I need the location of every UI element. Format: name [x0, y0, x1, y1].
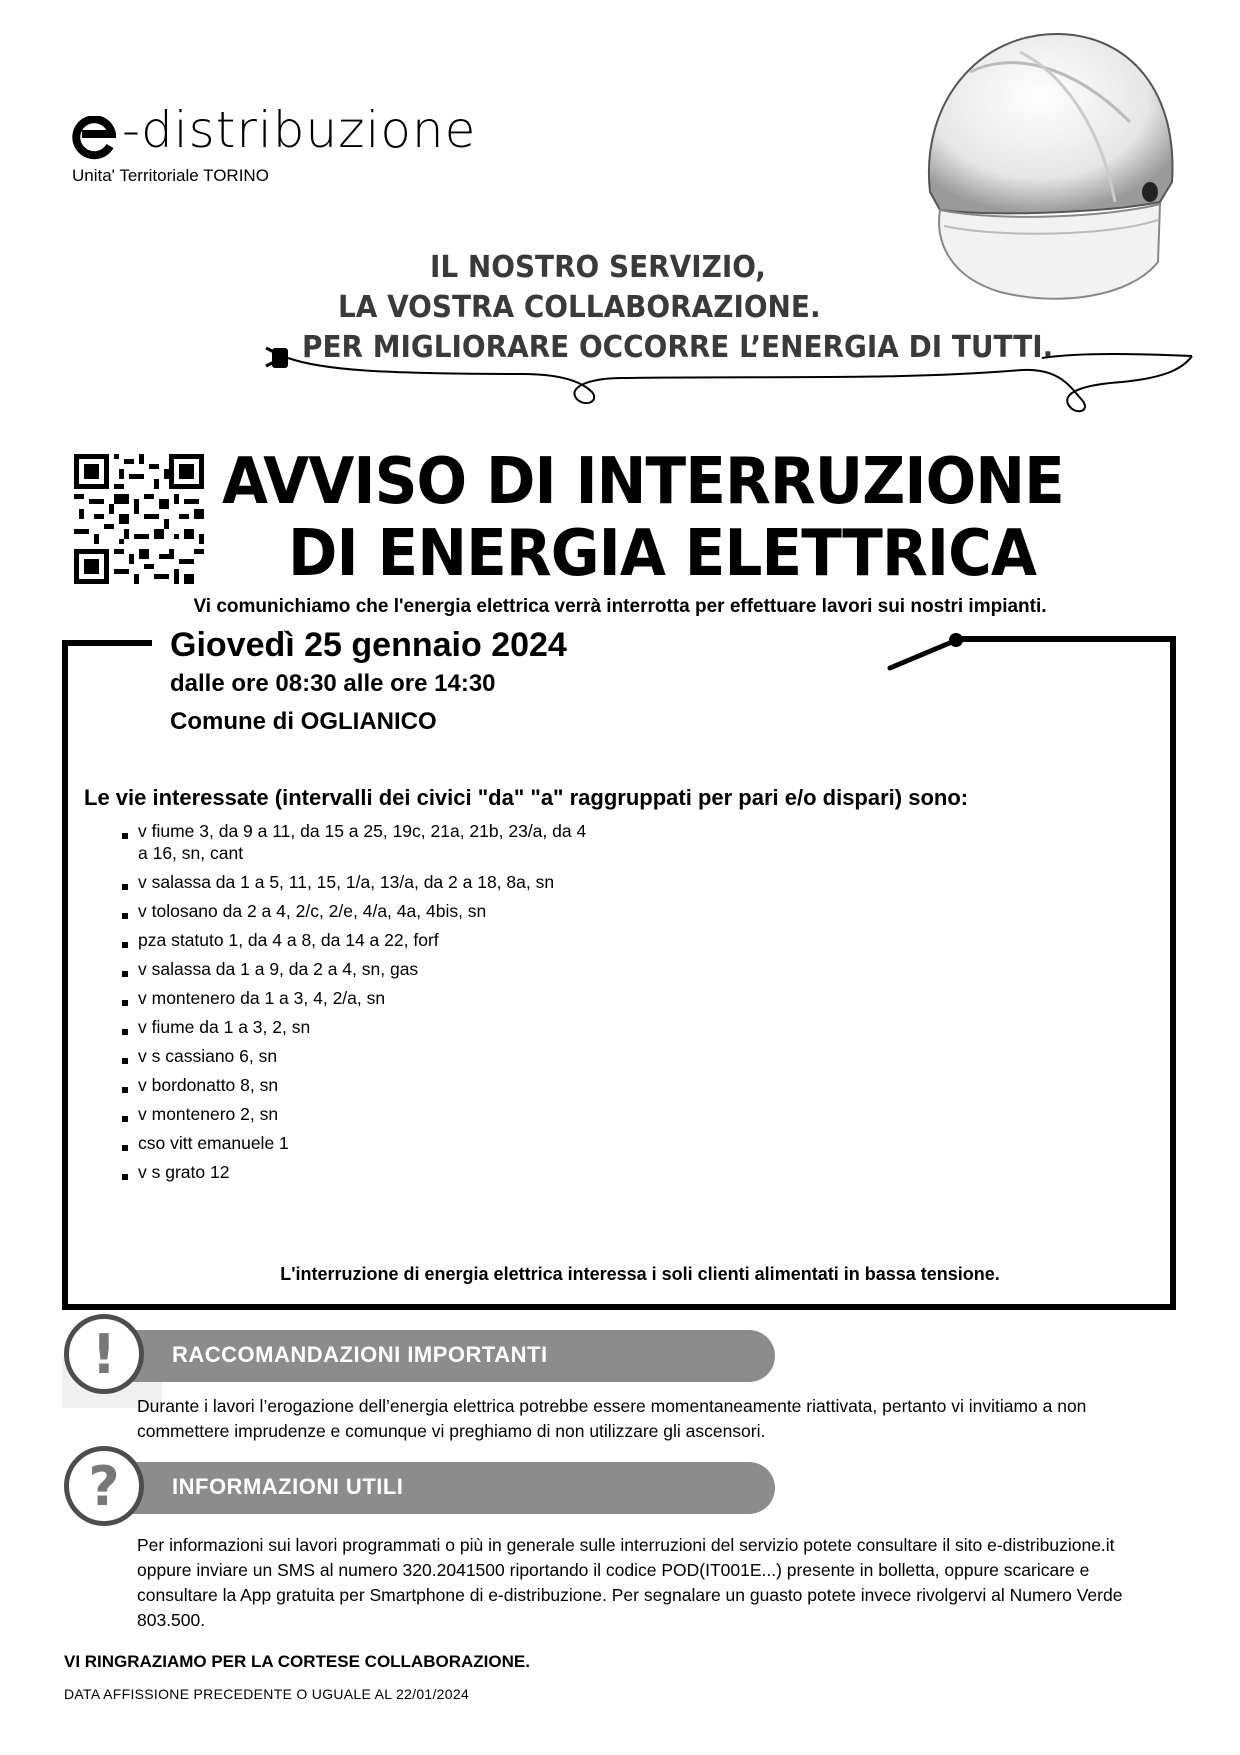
- municipality: Comune di OGLIANICO: [170, 708, 437, 735]
- list-item: cso vitt emanuele 1: [120, 1132, 600, 1154]
- logo-text: -distribuzione: [122, 101, 477, 159]
- list-item: v tolosano da 2 a 4, 2/c, 2/e, 4/a, 4a, 4bis, sn: [120, 900, 600, 922]
- info-text: Per informazioni sui lavori programmati o più in generale sulle interruzioni del servizio potete consultare il sito e-distribuzione.it oppure inviare un SMS al numero 320.2041500 riportando il codice POD(IT001E...) presente in bolletta, oppure scaricare e consultare la App gratuita per Smartphone di e-distribuzione. Per segnalare un guasto potete invece rivolgervi al Numero Verde 803.500.: [137, 1535, 1123, 1630]
- list-item: v s grato 12: [120, 1161, 600, 1183]
- street-list: [120, 820, 600, 1190]
- slogan-line-2: LA VOSTRA COLLABORAZIONE.: [338, 290, 821, 325]
- list-item: v s cassiano 6, sn: [120, 1045, 600, 1067]
- list-item: v fiume 3, da 9 a 11, da 15 a 25, 19c, 21a, 21b, 23/a, da 4 a 16, sn, cant: [120, 820, 600, 864]
- posting-date: DATA AFFISSIONE PRECEDENTE O UGUALE AL 22/01/2024: [64, 1686, 470, 1702]
- box-border-top-left: [62, 640, 152, 646]
- slogan-line-1: IL NOSTRO SERVIZIO,: [430, 250, 766, 285]
- page-title: [222, 446, 1222, 590]
- low-voltage-note: L'interruzione di energia elettrica interessa i soli clienti alimentati in bassa tensione.: [280, 1264, 1000, 1284]
- list-item: v fiume da 1 a 3, 2, sn: [120, 1016, 600, 1038]
- box-border-right: [1170, 636, 1176, 1310]
- qr-code-icon: [74, 454, 204, 584]
- title-line-2: DI ENERGIA ELETTRICA: [288, 517, 1036, 591]
- list-item: v bordonatto 8, sn: [120, 1074, 600, 1096]
- list-item: pza statuto 1, da 4 a 8, da 14 a 22, forf: [120, 929, 600, 951]
- slogan-line-3: PER MIGLIORARE OCCORRE L’ENERGIA DI TUTTI.: [302, 330, 1054, 365]
- list-item: v montenero da 1 a 3, 4, 2/a, sn: [120, 987, 600, 1009]
- company-logo: [72, 100, 492, 170]
- exclamation-icon: !: [64, 1314, 144, 1394]
- interruption-hours: dalle ore 08:30 alle ore 14:30: [170, 670, 496, 697]
- recommendations-text: Durante i lavori l’erogazione dell’energia elettrica potrebbe essere momentaneamente riattivata, pertanto vi invitiamo a non commettere imprudenze e comunque vi preghiamo di non utilizzare gli ascensori.: [137, 1396, 1087, 1441]
- title-line-1: AVVISO DI INTERRUZIONE: [222, 445, 1064, 519]
- info-heading: INFORMAZIONI UTILI: [172, 1474, 404, 1499]
- power-cord-icon: [262, 340, 1202, 430]
- box-border-left: [62, 640, 68, 1310]
- recommendations-heading: RACCOMANDAZIONI IMPORTANTI: [172, 1342, 548, 1367]
- intro-text: Vi comunichiamo che l'energia elettrica verrà interrotta per effettuare lavori sui nostri impianti.: [193, 596, 1047, 617]
- list-item: v salassa da 1 a 5, 11, 15, 1/a, 13/a, da 2 a 18, 8a, sn: [120, 871, 600, 893]
- box-border-bottom: [62, 1304, 1176, 1310]
- thanks-text: VI RINGRAZIAMO PER LA CORTESE COLLABORAZIONE.: [64, 1652, 530, 1671]
- streets-heading: Le vie interessate (intervalli dei civici "da" "a" raggruppati per pari e/o dispari) sono:: [84, 785, 969, 810]
- box-border-top-right: [950, 636, 1176, 642]
- territorial-unit: Unita' Territoriale TORINO: [72, 166, 269, 185]
- list-item: v montenero 2, sn: [120, 1103, 600, 1125]
- question-icon: ?: [64, 1446, 144, 1526]
- pen-icon: [886, 628, 966, 674]
- list-item: v salassa da 1 a 9, da 2 a 4, sn, gas: [120, 958, 600, 980]
- e-logo-icon: [72, 116, 116, 160]
- interruption-date: Giovedì 25 gennaio 2024: [170, 626, 567, 664]
